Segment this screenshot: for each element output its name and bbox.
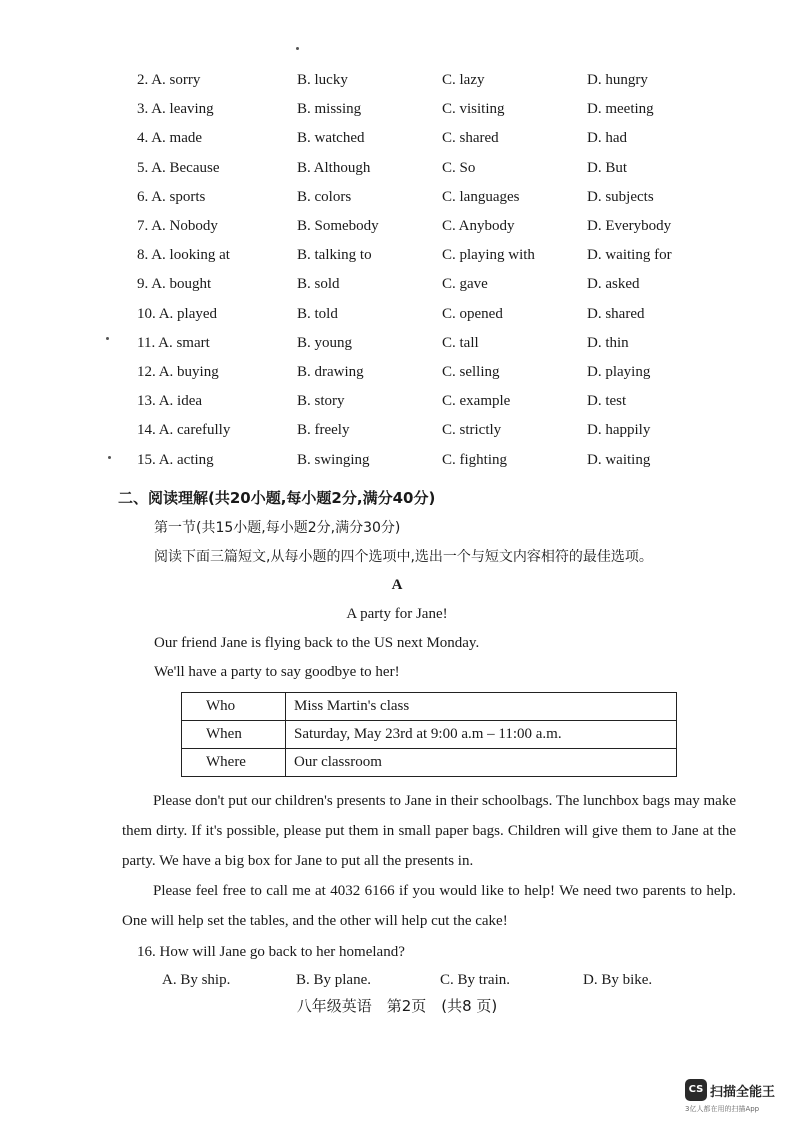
option-text: A. Nobody	[151, 218, 218, 234]
option-choice: D. waiting for	[587, 247, 672, 264]
option-row	[0, 452, 794, 481]
option-choice: D. meeting	[587, 101, 654, 118]
option-choice: B. talking to	[297, 247, 372, 264]
option-text: A. acting	[158, 451, 214, 468]
question-number: 15.	[137, 451, 156, 468]
option-choice: C. Anybody	[442, 218, 515, 234]
option-choice	[137, 247, 230, 264]
question-number: 14.	[137, 422, 156, 439]
option-text: A. idea	[158, 393, 203, 410]
option-choice: B. Although	[297, 159, 371, 176]
option-choice	[137, 364, 219, 381]
question-number: 6.	[137, 188, 149, 205]
option-choice: C. gave	[442, 276, 488, 293]
option-row	[0, 247, 794, 276]
option-choice: D. had	[587, 130, 627, 147]
option-text: A. leaving	[151, 101, 214, 118]
option-text: A. looking at	[151, 247, 230, 264]
option-text: A. Because	[151, 159, 220, 176]
camscanner-logo-icon: CS	[685, 1079, 707, 1101]
option-choice: C. playing with	[442, 247, 535, 264]
option-row	[0, 101, 794, 130]
option-choice: B. told	[297, 305, 338, 322]
option-choice: B. young	[297, 334, 353, 351]
option-text: A. bought	[151, 276, 212, 293]
option-text: A. carefully	[158, 422, 231, 439]
option-choice: D. hungry	[587, 72, 648, 88]
option-choice	[137, 189, 205, 206]
option-choice: D. subjects	[587, 188, 654, 205]
option-choice: C. So	[442, 159, 476, 176]
option-choice: D. happily	[587, 422, 651, 439]
option-choice: C. tall	[442, 334, 479, 351]
table-value: Saturday, May 23rd at 9:00 a.m – 11:00 a.m.	[286, 721, 677, 749]
option-choice: B. colors	[297, 188, 352, 205]
option-text: A. smart	[158, 334, 210, 351]
option-choice: C. languages	[442, 188, 520, 205]
option-choice: B. swinging	[297, 451, 370, 468]
option-choice: C. strictly	[442, 422, 502, 439]
question-number: 7.	[137, 218, 149, 234]
option-row	[0, 335, 794, 364]
option-row	[0, 276, 794, 305]
option-choice	[137, 218, 218, 235]
table-value: Miss Martin's class	[286, 693, 677, 721]
option-choice	[137, 452, 214, 469]
option-choice: B. freely	[297, 422, 350, 439]
question-16: 16. How will Jane go back to her homeland?	[137, 944, 405, 960]
option-text: A. buying	[158, 364, 219, 380]
part-title: 第一节(共15小题,每小题2分,满分30分)	[154, 520, 401, 536]
option-choice	[137, 306, 217, 323]
option-choice: D. Everybody	[587, 218, 672, 234]
question-number: 12.	[137, 364, 156, 380]
option-choice	[137, 130, 202, 147]
option-row	[0, 364, 794, 393]
passage-body	[122, 786, 736, 936]
question-number: 4.	[137, 130, 149, 147]
option-choice	[137, 276, 211, 293]
option-row	[0, 393, 794, 422]
option-text: A. played	[158, 305, 218, 322]
option-choice: D. shared	[587, 305, 645, 322]
option-choice: D. thin	[587, 334, 629, 351]
passage-line: Our friend Jane is flying back to the US next Monday.	[154, 635, 480, 651]
option-choice: C. opened	[442, 305, 503, 322]
question-number: 11.	[137, 334, 156, 351]
question-number: 9.	[137, 276, 149, 293]
page-footer: 八年级英语 第2页 (共8 页)	[296, 997, 498, 1015]
option-choice	[137, 72, 200, 89]
option-choice: D. asked	[587, 276, 640, 293]
option-choice	[137, 160, 220, 177]
option-row	[0, 218, 794, 247]
option-row	[0, 189, 794, 218]
option-choice: B. Somebody	[297, 218, 379, 234]
option-choice: C. lazy	[442, 72, 485, 88]
option-row	[0, 72, 794, 101]
scanner-watermark	[685, 1079, 785, 1115]
option-choice: B. sold	[297, 276, 340, 293]
option-choice: B. story	[297, 393, 345, 410]
question-number: 5.	[137, 159, 149, 176]
option-choice: C. selling	[442, 364, 500, 380]
instruction: 阅读下面三篇短文,从每小题的四个选项中,选出一个与短文内容相符的最佳选项。	[154, 549, 653, 565]
table-row	[182, 749, 677, 777]
option-row	[0, 130, 794, 159]
option-choice: C. visiting	[442, 101, 505, 118]
question-number: 2.	[137, 72, 149, 88]
option-choice: C. shared	[442, 130, 499, 147]
option-choice	[137, 335, 210, 352]
option-choice: B. missing	[297, 101, 362, 118]
option-text: A. made	[151, 130, 203, 147]
option-choice: B. lucky	[297, 72, 348, 88]
watermark-name: 扫描全能王	[710, 1085, 776, 1100]
option-choice	[137, 422, 230, 439]
option-choice: B. watched	[297, 130, 365, 147]
answer-option: A. By ship.	[162, 972, 231, 988]
answer-option: C. By train.	[440, 972, 510, 988]
option-choice: D. playing	[587, 364, 651, 380]
option-choice: C. example	[442, 393, 511, 410]
option-choice: B. drawing	[297, 364, 364, 380]
passage-title: A party for Jane!	[346, 606, 448, 622]
option-choice: D. test	[587, 393, 627, 410]
answer-option: B. By plane.	[296, 972, 371, 988]
party-info-table	[181, 692, 677, 777]
answer-option: D. By bike.	[583, 972, 653, 988]
option-choice	[137, 393, 202, 410]
question-number: 3.	[137, 101, 149, 118]
question-number: 8.	[137, 247, 149, 264]
paragraph: Please don't put our children's presents to Jane in their schoolbags. The lunchbox bags may make them dirty. If it's possible, please put them in small paper bags. Children will give them to Jane at the party. We have a big box for Jane to put all the presents in.	[122, 793, 736, 869]
table-key: Where	[182, 749, 286, 777]
table-row	[182, 693, 677, 721]
option-choice: C. fighting	[442, 451, 508, 468]
option-text: A. sports	[151, 188, 206, 205]
question-number: 10.	[137, 305, 156, 322]
question-number: 13.	[137, 393, 156, 410]
option-row	[0, 422, 794, 451]
table-key: Who	[182, 693, 286, 721]
scan-speck	[296, 47, 299, 50]
table-value: Our classroom	[286, 749, 677, 777]
option-choice: D. waiting	[587, 451, 651, 468]
table-key: When	[182, 721, 286, 749]
table-row	[182, 721, 677, 749]
passage-label: A	[391, 577, 403, 593]
section-title: 二、阅读理解(共20小题,每小题2分,满分40分)	[118, 489, 436, 507]
option-choice: D. But	[587, 159, 628, 176]
option-row	[0, 306, 794, 335]
option-choice	[137, 101, 214, 118]
option-text: A. sorry	[151, 72, 201, 88]
passage-line: We'll have a party to say goodbye to her!	[154, 664, 400, 680]
paragraph: Please feel free to call me at 4032 6166 if you would like to help! We need two parents to help. One will help set the tables, and the other will help cut the cake!	[122, 883, 736, 929]
option-row	[0, 160, 794, 189]
watermark-tagline: 3亿人都在用的扫描App	[685, 1105, 760, 1113]
